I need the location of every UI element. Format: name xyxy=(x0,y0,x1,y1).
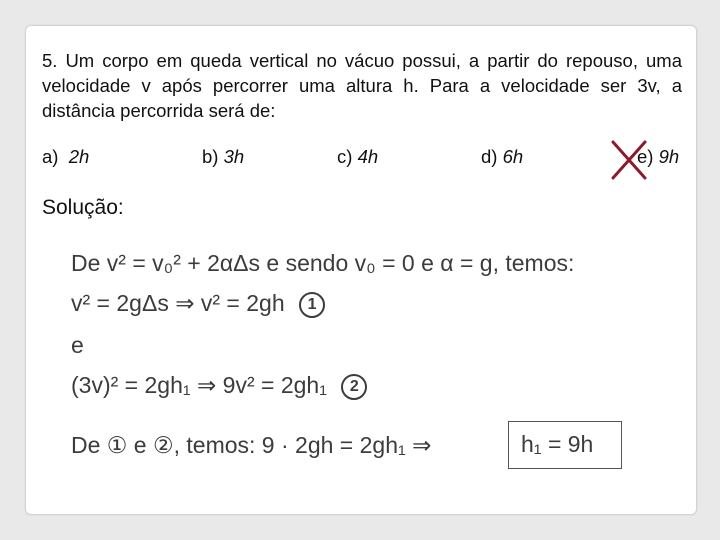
option-d-letter: d) xyxy=(481,146,498,167)
option-d-value: 6h xyxy=(502,146,524,167)
slide xyxy=(25,25,697,515)
option-a-letter: a) xyxy=(42,146,59,167)
solution-line-1: De v² = v₀² + 2αΔs e sendo v₀ = 0 e α = g, temos: xyxy=(71,250,575,276)
option-b-letter: b) xyxy=(202,146,219,167)
option-c-value: 4h xyxy=(357,146,379,167)
option-a-value: 2h xyxy=(68,146,90,167)
solution-line-3: e xyxy=(71,332,84,358)
option-d[interactable] xyxy=(481,146,523,168)
equation-marker-2: 2 xyxy=(341,374,367,400)
cross-mark-icon xyxy=(609,138,649,182)
solution-line-5: De ① e ②, temos: 9 · 2gh = 2gh₁ ⇒ xyxy=(71,432,432,458)
solution-line-2-text: v² = 2gΔs ⇒ v² = 2gh xyxy=(71,290,285,316)
option-b[interactable] xyxy=(202,146,244,168)
solution-line-4 xyxy=(71,372,367,400)
option-b-value: 3h xyxy=(223,146,245,167)
solution-label: Solução: xyxy=(42,196,124,219)
solution-line-2 xyxy=(71,290,325,318)
option-c-letter: c) xyxy=(337,146,353,167)
option-c[interactable] xyxy=(337,146,378,168)
question-text: 5. Um corpo em queda vertical no vácuo possui, a partir do repouso, uma velocidade v após percorrer uma altura h. Para a velocidade ser 3v, a distância percorrida será de: xyxy=(42,50,682,121)
equation-marker-1: 1 xyxy=(299,292,325,318)
result-text: h₁ = 9h xyxy=(521,431,594,457)
option-e-letter: e) xyxy=(637,146,654,167)
answer-options xyxy=(26,146,696,176)
result-box xyxy=(508,421,622,469)
option-a[interactable] xyxy=(42,146,89,168)
option-e-value: 9h xyxy=(658,146,680,167)
solution-line-4-text: (3v)² = 2gh₁ ⇒ 9v² = 2gh₁ xyxy=(71,372,327,398)
